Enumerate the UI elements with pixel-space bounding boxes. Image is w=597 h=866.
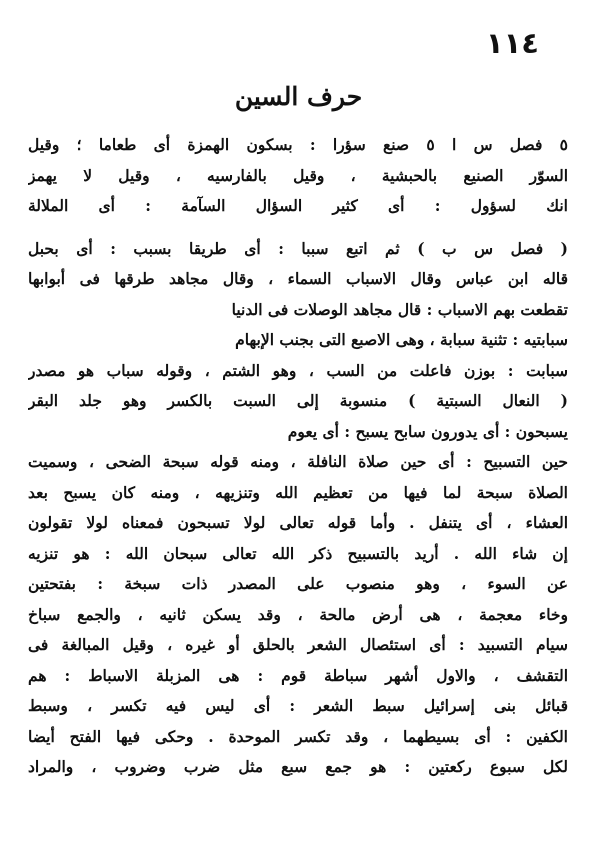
text-line: وخاء معجمة ، هى أرض مالحة ، وقد يسكن ثانيه ، والجمع سباخ xyxy=(28,604,568,624)
paragraph-gap xyxy=(28,222,568,234)
text-line: انك لسؤول : أى كثير السؤال السآمة : أى الملالة xyxy=(28,196,568,215)
text-line: حين التسبيح : أى حين صلاة النافلة ، ومنه قوله سبحة الضحى ، وسميت xyxy=(28,452,568,471)
text-line: ( النعال السبتية ) منسوبة إلى السبت بالكسر وهو جلد البقر xyxy=(28,391,568,410)
text-line: قبائل بنى إسرائيل سبط الشعر : أى ليس فيه تكسر ، وسبط xyxy=(28,696,568,715)
text-line: التقشف ، والاول أشهر سباطة قوم : هى المزبلة الاسباط : هم xyxy=(28,665,568,685)
page-number: ١١٤ xyxy=(485,26,539,60)
text-line: إن شاء الله . أريد بالتسبيح ذكر الله تعالى سبحان الله : هو تنزيه xyxy=(28,543,568,563)
text-line: تقطعت بهم الاسباب : قال مجاهد الوصلات فى الدنيا xyxy=(231,299,568,319)
text-line: سبابت : بوزن فاعلت من السب ، وهو الشتم ، وقوله سباب هو مصدر xyxy=(28,360,568,380)
text-line: ( فصل س ب ) ثم اتبع سببا : أى طريقا بسبب : أى بحبل xyxy=(28,238,568,258)
text-line: الكفين : أى بسيطهما ، وقد تكسر الموحدة . وحكى فيها الفتح أيضا xyxy=(28,726,568,746)
text-line: يسبحون : أى يدورون سابح يسبح : أى يعوم xyxy=(287,421,568,441)
text-line: عن السوء ، وهو منصوب على المصدر ذات سبخة : بفتحتين xyxy=(28,574,568,593)
text-line: ٥ فصل س ا ٥ صنع سؤرا : بسكون الهمزة أى طعاما ؛ وقيل xyxy=(28,135,568,154)
text-line: الصلاة سبحة لما فيها من تعظيم الله وتنزيهه ، ومنه كان يسبح بعد xyxy=(28,482,568,502)
text-line: العشاء ، أى يتنفل . وأما قوله تعالى لولا تسبحون فمعناه لولا تقولون xyxy=(28,513,568,532)
paragraph-ba-section xyxy=(28,234,568,783)
body-text xyxy=(28,130,568,783)
paragraph-hamza-section xyxy=(28,130,568,222)
text-line: سيام التسبيد : أى استئصال الشعر بالحلق أو غيره ، وقيل المبالغة فى xyxy=(28,635,568,654)
chapter-title: حرف السين xyxy=(234,82,363,111)
text-line: قاله ابن عباس وقال الاسباب السماء ، وقال مجاهد طرقها فى أبوابها xyxy=(28,269,568,288)
text-line: السوّر الصنيع بالحبشية ، وقيل بالفارسيه ، وقيل لا يهمز xyxy=(28,165,568,185)
text-line: لكل سبوع ركعتين : هو جمع سبع مثل ضرب وضروب ، والمراد xyxy=(28,757,568,776)
text-line: سبابتيه : تثنية سبابة ، وهى الاصبع التى بجنب الإبهام xyxy=(235,330,568,349)
